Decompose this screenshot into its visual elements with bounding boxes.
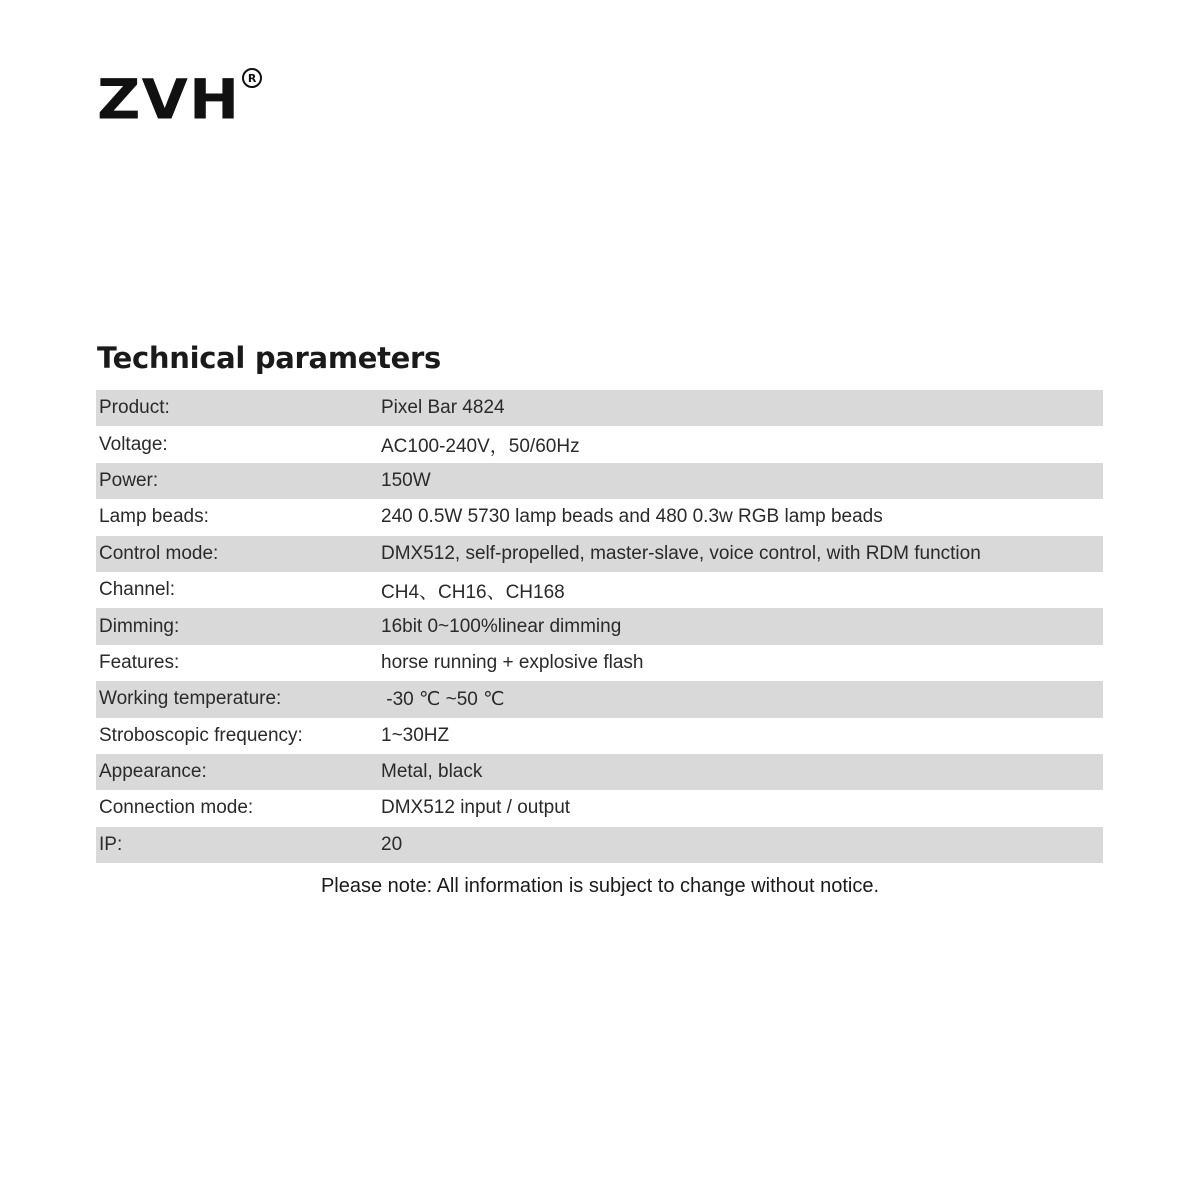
spec-row-features [96,645,1103,681]
spec-row-channel [96,572,1103,608]
spec-row-connection-mode [96,790,1103,826]
spec-value: Pixel Bar 4824 [381,397,505,419]
spec-row-working-temperature [96,681,1103,717]
spec-value: DMX512, self-propelled, master-slave, voice control, with RDM function [381,542,981,564]
spec-value: 150W [381,469,431,491]
disclaimer-note: Please note: All information is subject to change without notice. [320,875,880,897]
spec-label: Stroboscopic frequency: [99,724,303,746]
spec-label: IP: [99,833,123,855]
spec-value: Metal, black [381,761,483,783]
spec-label: Dimming: [99,615,180,637]
spec-row-product [96,390,1103,426]
registered-mark-icon: R [242,68,262,88]
spec-row-stroboscopic-frequency [96,718,1103,754]
spec-value: 16bit 0~100%linear dimming [381,615,622,637]
spec-value: 240 0.5W 5730 lamp beads and 480 0.3w RGB lamp beads [381,506,883,528]
spec-row-ip [96,827,1103,863]
spec-label: Connection mode: [99,797,254,819]
spec-table [96,390,1103,863]
spec-row-appearance [96,754,1103,790]
spec-value: DMX512 input / output [381,797,571,819]
spec-row-power [96,463,1103,499]
spec-label: Appearance: [99,761,207,783]
spec-label: Voltage: [99,433,168,455]
spec-label: Features: [99,651,180,673]
spec-label: Lamp beads: [99,506,209,528]
spec-value: horse running + explosive flash [381,651,644,673]
spec-label: Control mode: [99,542,219,564]
spec-value: -30 ℃ ~50 ℃ [381,688,505,710]
spec-row-voltage [96,426,1103,462]
brand-logo [97,68,262,138]
logo-text: ZVH [97,68,241,133]
spec-row-dimming [96,608,1103,644]
spec-row-control-mode [96,536,1103,572]
spec-label: Power: [99,469,159,491]
spec-label: Channel: [99,579,176,601]
spec-value: 1~30HZ [381,724,450,746]
section-title: Technical parameters [97,341,441,375]
spec-value: 20 [381,833,403,855]
spec-value: AC100-240V，50/60Hz [381,436,580,458]
spec-value: CH4、CH16、CH168 [381,581,565,603]
spec-label: Product: [99,397,170,419]
spec-label: Working temperature: [99,688,282,710]
spec-row-lamp-beads [96,499,1103,535]
